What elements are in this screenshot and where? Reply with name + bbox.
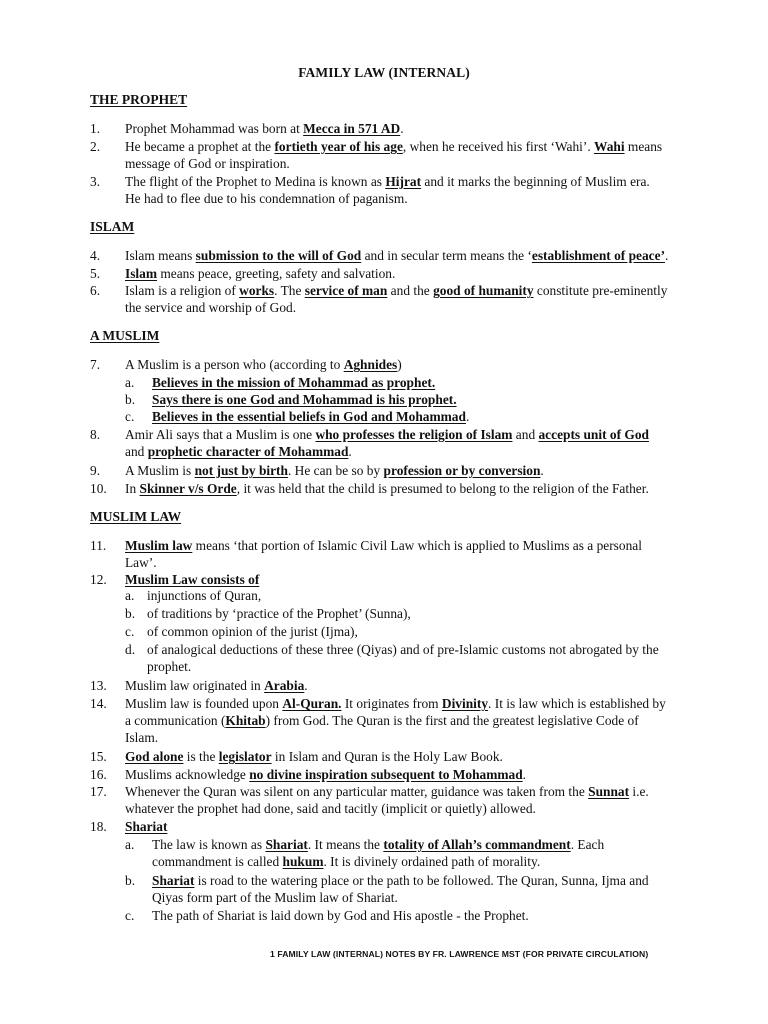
item-text: Muslims acknowledge no divine inspiration subsequent to Mohammad. <box>125 767 527 782</box>
section-heading-islam: ISLAM <box>90 219 135 234</box>
item-number: 1. <box>90 121 101 136</box>
item-text: In Skinner v/s Orde, it was held that the child is presumed to belong to the religion of the Father. <box>125 481 649 496</box>
item-text: Islam means peace, greeting, safety and salvation. <box>125 266 396 281</box>
item-number: 5. <box>90 266 101 281</box>
item-number: 13. <box>90 678 107 693</box>
item-text: Prophet Mohammad was born at Mecca in 571 AD. <box>125 121 404 136</box>
item-number: 18. <box>90 819 107 834</box>
item-number: 3. <box>90 174 101 189</box>
section-heading-prophet: THE PROPHET <box>90 92 188 107</box>
item-number: 15. <box>90 749 107 764</box>
item-text: Muslim law originated in Arabia. <box>125 678 308 693</box>
item-number: 11. <box>90 538 107 553</box>
item-text: He became a prophet at the fortieth year of his age, when he received his first ‘Wahi’. Wahi means message of God or inspiration. <box>125 139 663 171</box>
item-number: 8. <box>90 427 101 442</box>
item-number: 12. <box>90 572 107 587</box>
item-text: Amir Ali says that a Muslim is one who professes the religion of Islam and accepts unit of God and prophetic character of Mohammad. <box>125 427 649 459</box>
item-number: 17. <box>90 784 107 799</box>
item-number: 6. <box>90 283 101 298</box>
item-number: 9. <box>90 463 101 478</box>
item-text: Muslim law is founded upon Al-Quran. It originates from Divinity. It is law which is established by a communication (Khitab) from God. The Quran is the first and the greatest legislative Code of Islam. <box>125 696 666 745</box>
item-text: Islam is a religion of works. The service of man and the good of humanity constitute pre-eminently the service and worship of God. <box>125 283 668 315</box>
document-title: FAMILY LAW (INTERNAL) <box>298 65 470 80</box>
page-footer: 1 FAMILY LAW (INTERNAL) NOTES BY FR. LAWRENCE MST (FOR PRIVATE CIRCULATION) <box>270 949 649 959</box>
item-text: A Muslim is a person who (according to Aghnides) <box>125 357 402 372</box>
item-text: A Muslim is not just by birth. He can be so by profession or by conversion. <box>125 463 544 478</box>
item-number: 7. <box>90 357 101 372</box>
item-text: Whenever the Quran was silent on any particular matter, guidance was taken from the Sunnat i.e. whatever the prophet had done, said and tacitly (implicit or quietly) allowed. <box>125 784 649 816</box>
item-number: 4. <box>90 248 101 263</box>
item-text: Muslim Law consists of <box>125 572 260 587</box>
item-text: Islam means submission to the will of God and in secular term means the ‘establishment of peace’. <box>125 248 669 263</box>
item-text: God alone is the legislator in Islam and Quran is the Holy Law Book. <box>125 749 503 764</box>
item-number: 14. <box>90 696 107 711</box>
item-number: 10. <box>90 481 107 496</box>
section-heading-muslim: A MUSLIM <box>90 328 160 343</box>
item-number: 2. <box>90 139 101 154</box>
item-text: The flight of the Prophet to Medina is known as Hijrat and it marks the beginning of Muslim era. He had to flee due to his condemnation of paganism. <box>125 174 650 206</box>
item-number: 16. <box>90 767 107 782</box>
item-text: Muslim law means ‘that portion of Islamic Civil Law which is applied to Muslims as a personal Law’. <box>125 538 642 570</box>
item-text: Shariat <box>125 819 168 834</box>
section-heading-muslim-law: MUSLIM LAW <box>90 509 182 524</box>
